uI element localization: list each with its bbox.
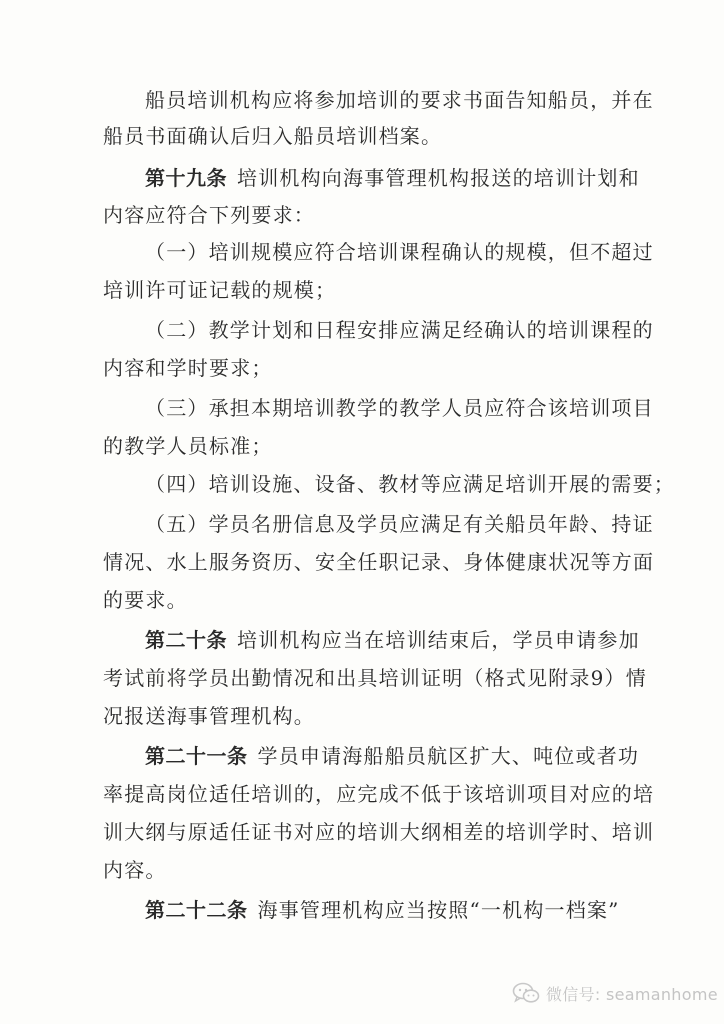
line-text: （五）学员名册信息及学员应满足有关船员年龄、持证 (145, 512, 654, 536)
list-item-line (145, 318, 654, 342)
line-text: 培训机构应当在培训结束后，学员申请参加 (237, 628, 640, 652)
paragraph-line (103, 588, 188, 612)
paragraph-line (103, 550, 654, 574)
line-text: 学员申请海船船员航区扩大、吨位或者功 (257, 744, 640, 768)
line-text: （三）承担本期培训教学的教学人员应符合该培训项目 (145, 396, 654, 420)
line-text: 船员书面确认后归入船员培训档案。 (103, 124, 443, 148)
paragraph-line (145, 88, 654, 112)
paragraph-line (103, 203, 315, 227)
article-21-heading-line (145, 744, 639, 768)
line-text: 率提高岗位适任培训的，应完成不低于该培训项目对应的培 (103, 782, 655, 806)
line-text: （一）培训规模应符合培训课程确认的规模，但不超过 (145, 240, 654, 264)
paragraph-line (103, 278, 336, 302)
line-text: 内容应符合下列要求： (103, 203, 315, 227)
article-19-heading-line (145, 166, 640, 190)
line-text: 培训许可证记载的规模； (103, 278, 337, 302)
list-item-line (145, 472, 675, 496)
article-20-heading-line (145, 628, 640, 652)
article-label: 第二十一条 (145, 744, 248, 768)
article-label: 第二十二条 (145, 898, 248, 922)
paragraph-line (103, 356, 273, 380)
article-label: 第十九条 (145, 166, 227, 190)
line-text: 培训机构向海事管理机构报送的培训计划和 (237, 166, 640, 190)
paragraph-line (103, 666, 647, 690)
paragraph-line (103, 434, 273, 458)
line-text: 的要求。 (103, 588, 188, 612)
paragraph-line (103, 782, 654, 806)
line-text: （四）培训设施、设备、教材等应满足培训开展的需要； (145, 472, 675, 496)
line-text: 内容和学时要求； (103, 356, 273, 380)
watermark (512, 980, 718, 1006)
paragraph-line (103, 124, 442, 148)
line-text: 的教学人员标准； (103, 434, 273, 458)
paragraph-line (103, 858, 167, 882)
line-text: 海事管理机构应当按照“一机构一档案” (257, 898, 620, 922)
watermark-text: 微信号: seamanhome (546, 984, 718, 1004)
line-text: 情况、水上服务资历、安全任职记录、身体健康状况等方面 (103, 550, 655, 574)
paragraph-line (103, 820, 654, 844)
list-item-line (145, 512, 654, 536)
line-text: 考试前将学员出勤情况和出具培训证明（格式见附录9）情 (103, 666, 647, 690)
line-text: 船员培训机构应将参加培训的要求书面告知船员，并在 (145, 88, 654, 112)
line-text: 训大纲与原适任证书对应的培训大纲相差的培训学时、培训 (103, 820, 655, 844)
wechat-icon (512, 982, 540, 1004)
line-text: （二）教学计划和日程安排应满足经确认的培训课程的 (145, 318, 654, 342)
list-item-line (145, 396, 654, 420)
list-item-line (145, 240, 654, 264)
line-text: 况报送海事管理机构。 (103, 704, 315, 728)
paragraph-line (103, 704, 315, 728)
article-label: 第二十条 (145, 628, 227, 652)
line-text: 内容。 (103, 858, 167, 882)
article-22-heading-line (145, 898, 620, 922)
